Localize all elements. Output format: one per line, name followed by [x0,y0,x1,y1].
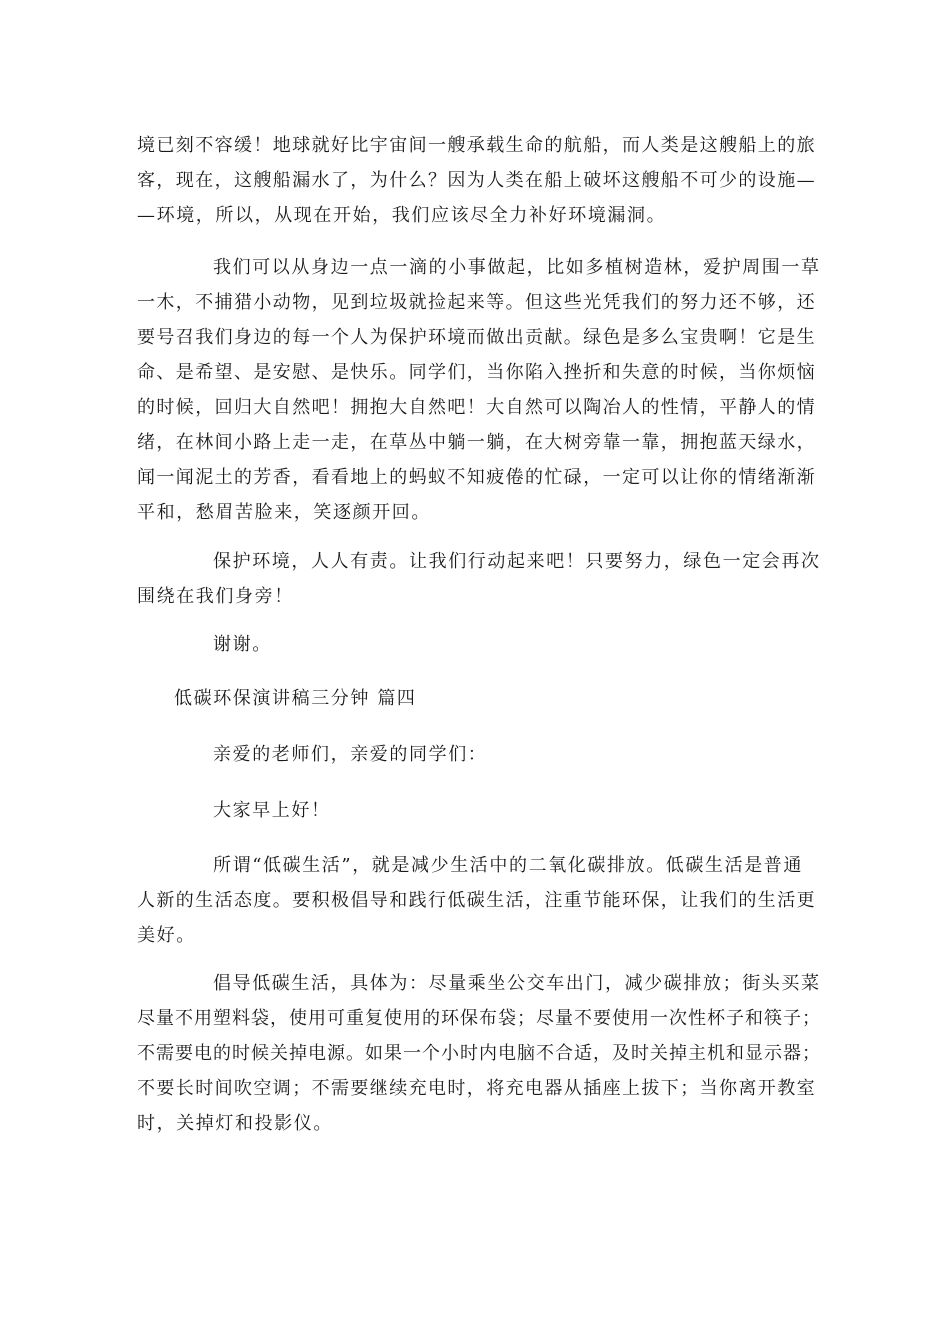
greeting: 亲爱的老师们，亲爱的同学们： [213,744,488,765]
closing-thanks: 谢谢。 [213,634,272,655]
section-title: 低碳环保演讲稿三分钟 篇四 [174,688,417,709]
paragraph-line: 的时候，回归大自然吧！拥抱大自然吧！大自然可以陶冶人的性情，平静人的情 [137,397,816,418]
paragraph-line: 境已刻不容缓！地球就好比宇宙间一艘承载生命的航船，而人类是这艘船上的旅 [137,135,816,156]
paragraph-line: 我们可以从身边一点一滴的小事做起，比如多植树造林，爱护周围一草 [213,257,821,278]
paragraph-low-carbon-actions [137,966,821,1141]
paragraph-line: 平和，愁眉苦脸来，笑逐颜开回。 [137,502,431,523]
paragraph-line: 一木，不捕猎小动物，见到垃圾就捡起来等。但这些光凭我们的努力还不够，还 [137,292,816,313]
paragraph-line: 不要长时间吹空调；不需要继续充电时，将充电器从插座上拔下；当你离开教室 [137,1078,816,1099]
paragraph-line: 尽量不用塑料袋，使用可重复使用的环保布袋；尽量不要使用一次性杯子和筷子； [137,1008,821,1029]
paragraph-line: 倡导低碳生活，具体为：尽量乘坐公交车出门，减少碳排放；街头买菜 [213,973,821,994]
paragraph-line: 客，现在，这艘船漏水了，为什么？因为人类在船上破坏这艘船不可少的设施— [137,170,816,191]
paragraph-line: 绪，在林间小路上走一走，在草丛中躺一躺，在大树旁靠一靠，拥抱蓝天绿水， [137,432,816,453]
morning-greeting: 大家早上好！ [213,800,331,821]
paragraph-line: 美好。 [137,925,196,946]
paragraph-line: 闻一闻泥土的芳香，看看地上的蚂蚁不知疲倦的忙碌，一定可以让你的情绪渐渐 [137,467,816,488]
paragraph-line: 不需要电的时候关掉电源。如果一个小时内电脑不合适，及时关掉主机和显示器； [137,1043,821,1064]
paragraph-line: 要号召我们身边的每一个人为保护环境而做出贡献。绿色是多么宝贵啊！它是生 [137,327,816,348]
paragraph-call-to-action [137,544,821,614]
paragraph-line: 时，关掉灯和投影仪。 [137,1113,333,1134]
paragraph-line: 所谓“低碳生活”，就是减少生活中的二氧化碳排放。低碳生活是普通 [213,855,804,876]
paragraph-small-actions [137,250,821,530]
paragraph-continued [137,128,821,233]
paragraph-line: 围绕在我们身旁！ [137,586,294,607]
paragraph-line: 命、是希望、是安慰、是快乐。同学们，当你陷入挫折和失意的时候，当你烦恼 [137,362,816,383]
paragraph-line: —环境，所以，从现在开始，我们应该尽全力补好环境漏洞。 [137,205,667,226]
paragraph-line: 人新的生活态度。要积极倡导和践行低碳生活，注重节能环保，让我们的生活更 [137,890,816,911]
paragraph-line: 保护环境，人人有责。让我们行动起来吧！只要努力，绿色一定会再次 [213,551,821,572]
paragraph-low-carbon-definition [137,848,821,953]
